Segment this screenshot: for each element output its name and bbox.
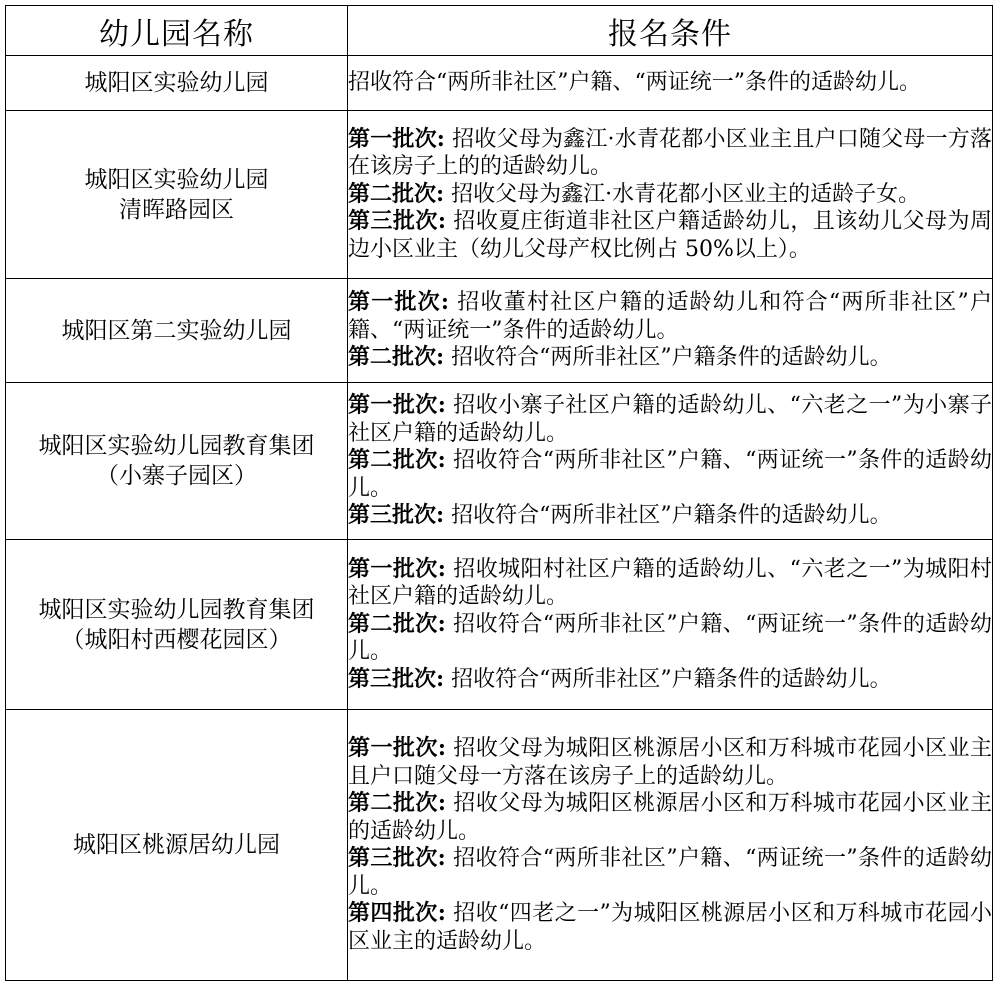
kindergarten-campus: 清晖路园区 <box>119 196 234 223</box>
batch-label: 第三批次: <box>348 665 445 692</box>
kindergarten-name-cell <box>6 111 348 279</box>
batch-label: 第二批次: <box>348 180 445 207</box>
kindergarten-name-cell <box>6 540 348 710</box>
kindergarten-campus: （城阳村西樱花园区） <box>61 626 292 653</box>
kindergarten-name: 城阳区桃源居幼儿园 <box>73 832 280 858</box>
batch-label: 第一批次: <box>348 735 446 761</box>
condition-text: 招收小寨子社区户籍的适龄幼儿、“六老之一”为小寨子社区户籍的适龄幼儿。 <box>348 393 993 446</box>
condition-paragraph <box>348 790 992 845</box>
condition-text: 招收夏庄街道非社区户籍适龄幼儿，且该幼儿父母为周边小区业主（幼儿父母产权比例占 50%以上）。 <box>348 209 992 262</box>
condition-paragraph <box>348 502 992 530</box>
condition-text: 招收“四老之一”为城阳区桃源居小区和万科城市花园小区业主的适龄幼儿。 <box>348 901 993 954</box>
batch-label: 第二批次: <box>348 447 446 474</box>
table-row <box>6 540 993 710</box>
condition-text: 招收父母为鑫江·水青花都小区业主且户口随父母一方落在该房子上的的适龄幼儿。 <box>348 126 992 180</box>
batch-label: 第三批次: <box>348 208 446 235</box>
kindergarten-name-cell <box>6 279 348 383</box>
kindergarten-name-cell <box>6 710 348 981</box>
condition-paragraph <box>348 392 992 447</box>
condition-text: 招收符合“两所非社区”户籍条件的适龄幼儿。 <box>444 345 892 371</box>
batch-label: 第二批次: <box>348 610 446 637</box>
batch-label: 第一批次: <box>348 125 445 152</box>
kindergarten-name: 城阳区实验幼儿园教育集团 <box>38 433 315 459</box>
kindergarten-name: 城阳区实验幼儿园教育集团 <box>38 596 315 623</box>
conditions-cell <box>348 383 993 540</box>
conditions-cell <box>348 56 993 111</box>
kindergarten-name-cell <box>6 383 348 540</box>
conditions-cell <box>348 540 993 710</box>
condition-text: 招收符合“两所非社区”户籍、“两证统一”条件的适龄幼儿。 <box>348 611 993 665</box>
batch-label: 第二批次: <box>348 344 445 371</box>
conditions-cell <box>348 111 993 279</box>
header-kindergarten-name: 幼儿园名称 <box>6 6 348 56</box>
kindergarten-name-cell <box>6 56 348 111</box>
table-row <box>6 111 993 279</box>
condition-paragraph <box>348 126 992 181</box>
kindergarten-name: 城阳区第二实验幼儿园 <box>61 317 292 344</box>
batch-label: 第一批次: <box>348 392 446 419</box>
admission-table <box>5 5 993 981</box>
batch-label: 第一批次: <box>348 555 446 582</box>
kindergarten-name: 城阳区实验幼儿园 <box>84 166 269 193</box>
condition-text: 招收父母为城阳区桃源居小区和万科城市花园小区业主且户口随父母一方落在该房子上的适龄幼儿。 <box>348 736 992 789</box>
batch-label: 第四批次: <box>348 900 446 926</box>
condition-text: 招收董村社区户籍的适龄幼儿和符合“两所非社区”户籍、“两证统一”条件的适龄幼儿。 <box>348 290 993 343</box>
kindergarten-campus: （小寨子园区） <box>96 463 257 489</box>
table-row <box>6 710 993 981</box>
condition-text: 招收城阳村社区户籍的适龄幼儿、“六老之一”为城阳村社区户籍的适龄幼儿。 <box>348 556 993 610</box>
condition-paragraph <box>348 289 992 344</box>
condition-paragraph <box>348 666 992 694</box>
condition-paragraph <box>348 181 992 209</box>
condition-text: 招收符合“两所非社区”户籍、“两证统一”条件的适龄幼儿。 <box>348 846 993 899</box>
kindergarten-name: 城阳区实验幼儿园 <box>84 70 269 96</box>
condition-text: 招收父母为城阳区桃源居小区和万科城市花园小区业主的适龄幼儿。 <box>348 791 992 844</box>
condition-text: 招收符合“两所非社区”户籍、“两证统一”条件的适龄幼儿。 <box>348 448 993 501</box>
condition-paragraph <box>348 611 992 666</box>
conditions-cell <box>348 279 993 383</box>
header-row <box>6 6 993 56</box>
conditions-cell <box>348 710 993 981</box>
condition-paragraph <box>348 69 992 97</box>
batch-label: 第二批次: <box>348 790 446 816</box>
condition-text: 招收符合“两所非社区”户籍、“两证统一”条件的适龄幼儿。 <box>348 70 921 96</box>
condition-paragraph <box>348 735 992 790</box>
batch-label: 第三批次: <box>348 845 446 871</box>
condition-text: 招收符合“两所非社区”户籍条件的适龄幼儿。 <box>444 666 892 692</box>
condition-paragraph <box>348 208 992 263</box>
table-row <box>6 383 993 540</box>
header-enrollment-conditions: 报名条件 <box>348 6 993 56</box>
condition-paragraph <box>348 900 992 955</box>
condition-paragraph <box>348 845 992 900</box>
table-row <box>6 279 993 383</box>
condition-paragraph <box>348 447 992 502</box>
condition-paragraph <box>348 556 992 611</box>
table-row <box>6 56 993 111</box>
condition-text: 招收父母为鑫江·水青花都小区业主的适龄子女。 <box>444 181 921 207</box>
batch-label: 第三批次: <box>348 502 445 529</box>
condition-paragraph <box>348 344 992 372</box>
condition-text: 招收符合“两所非社区”户籍条件的适龄幼儿。 <box>444 503 892 529</box>
batch-label: 第一批次: <box>348 289 450 316</box>
